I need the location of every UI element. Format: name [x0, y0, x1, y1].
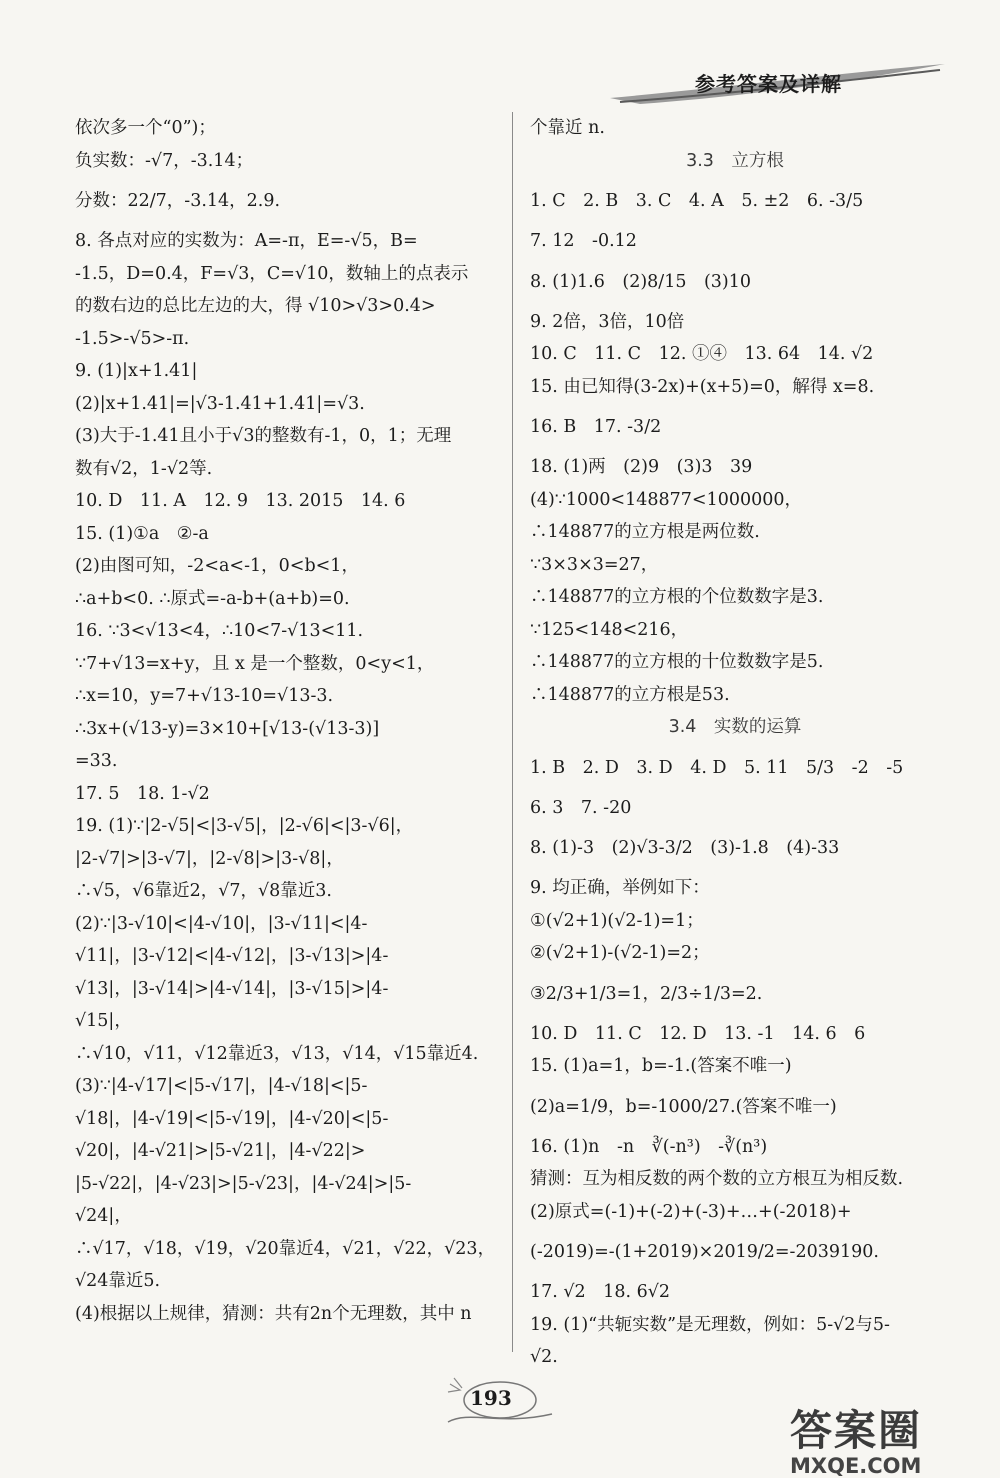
right-column	[530, 112, 940, 1374]
answer-line: √24|，	[75, 1206, 132, 1226]
answer-line: -1.5>-√5>-π.	[75, 328, 190, 349]
answer-line: 的数右边的总比左边的大，得 √10>√3>0.4>	[75, 296, 436, 316]
answer-line: 19. (1)∵|2-√5|<|3-√5|，|2-√6|<|3-√6|，	[75, 816, 414, 836]
answer-line: 1. C 2. B 3. C 4. A 5. ±2 6. -3/5	[530, 191, 864, 211]
answer-line: 15. (1)①a ②-a	[75, 523, 209, 544]
answer-line: √2.	[530, 1347, 558, 1367]
answer-line: |2-√7|>|3-√7|，|2-√8|>|3-√8|，	[75, 848, 344, 869]
answer-line: √24靠近5.	[75, 1271, 161, 1291]
answer-line: √11|，|3-√12|<|4-√12|，|3-√13|>|4-	[75, 946, 389, 966]
answer-line: (4)∵1000<148877<1000000，	[530, 489, 803, 510]
answer-line: 猜测：互为相反数的两个数的立方根互为相反数.	[530, 1169, 904, 1189]
answer-line: ∴a+b<0. ∴原式=-a-b+(a+b)=0.	[75, 588, 350, 609]
answer-line: ①(√2+1)(√2-1)=1；	[530, 910, 704, 931]
answer-line: 数有√2，1-√2等.	[75, 458, 213, 479]
answer-line: √20|，|4-√21|>|5-√21|，|4-√22|>	[75, 1141, 366, 1161]
answer-line: 9. 均正确，举例如下：	[530, 878, 710, 898]
answer-line: =33.	[75, 751, 118, 771]
answer-line: ∴148877的立方根是53.	[530, 684, 730, 705]
watermark-logo: 答案圈	[790, 1406, 923, 1455]
answer-line: |5-√22|，|4-√23|>|5-√23|，|4-√24|>|5-	[75, 1173, 412, 1194]
answer-line: 7. 12 -0.12	[530, 231, 637, 251]
page-header	[600, 58, 950, 108]
answer-line: (2)由图可知，-2<a<-1，0<b<1，	[75, 556, 359, 576]
answer-line: ∴148877的立方根是两位数.	[530, 522, 760, 542]
answer-line: √15|，	[75, 1011, 132, 1031]
answer-line: ∵125<148<216，	[530, 619, 689, 640]
answer-line: (3)∵|4-√17|<|5-√17|，|4-√18|<|5-	[75, 1076, 368, 1096]
answer-line: 16. B 17. -3/2	[530, 417, 662, 437]
page-footer	[440, 1370, 560, 1430]
answer-line: ②(√2+1)-(√2-1)=2；	[530, 943, 710, 963]
answer-line: (2)a=1/9，b=-1000/27.(答案不唯一)	[530, 1096, 837, 1117]
watermark-site: MXQE.COM	[790, 1454, 922, 1478]
answer-line: (-2019)=-(1+2019)×2019/2=-2039190.	[530, 1242, 879, 1262]
answer-line: ∴√10，√11，√12靠近3，√13，√14，√15靠近4.	[75, 1043, 479, 1064]
answer-line: 负实数：-√7，-3.14；	[75, 150, 254, 171]
answer-line: √13|，|3-√14|>|4-√14|，|3-√15|>|4-	[75, 978, 389, 999]
answer-line: 8. (1)-3 (2)√3-3/2 (3)-1.8 (4)-33	[530, 838, 840, 858]
answer-line: (3)大于-1.41且小于√3的整数有-1，0，1；无理	[75, 426, 452, 446]
answer-line: 17. √2 18. 6√2	[530, 1282, 670, 1302]
header-title: 参考答案及详解	[695, 72, 842, 96]
answer-line: 18. (1)两 (2)9 (3)3 39	[530, 457, 753, 477]
answer-line: 17. 5 18. 1-√2	[75, 783, 210, 804]
answer-line: 16. (1)n -n ∛(-n³) -∛(n³)	[530, 1136, 768, 1157]
answer-line: 1. B 2. D 3. D 4. D 5. 11 5/3 -2 -5	[530, 757, 904, 778]
answer-line: 9. (1)|x+1.41|	[75, 361, 198, 381]
answer-line: ∴x=10，y=7+√13-10=√13-3.	[75, 686, 334, 706]
watermark	[790, 1398, 922, 1478]
answer-line: 15. 由已知得(3-2x)+(x+5)=0，解得 x=8.	[530, 376, 875, 397]
answer-line: ∴√5，√6靠近2，√7，√8靠近3.	[75, 881, 332, 901]
answer-line: (2)∵|3-√10|<|4-√10|，|3-√11|<|4-	[75, 913, 368, 934]
answer-line: 依次多一个“0”)；	[75, 118, 216, 138]
answer-line: ∴√17，√18，√19，√20靠近4，√21，√22，√23，	[75, 1238, 496, 1259]
answer-line: 10. C 11. C 12. ①④ 13. 64 14. √2	[530, 344, 874, 364]
answer-line: 分数：22/7，-3.14，2.9.	[75, 191, 281, 211]
answer-line: ∵7+√13=x+y，且 x 是一个整数，0<y<1，	[75, 653, 435, 674]
answer-line: 个靠近 n.	[530, 118, 605, 138]
left-column	[75, 112, 495, 1330]
answer-line: (4)根据以上规律，猜测：共有2n个无理数，其中 n	[75, 1303, 472, 1324]
answer-line: 19. (1)“共轭实数”是无理数，例如：5-√2与5-	[530, 1314, 890, 1335]
answer-line: ∴148877的立方根的个位数数字是3.	[530, 587, 824, 607]
answer-line: ∴3x+(√13-y)=3×10+[√13-(√13-3)]	[75, 718, 380, 739]
answer-line: 6. 3 7. -20	[530, 797, 632, 818]
answer-line: ③2/3+1/3=1，2/3÷1/3=2.	[530, 983, 763, 1004]
page-number: 193	[470, 1386, 512, 1410]
answer-line: (2)原式=(-1)+(-2)+(-3)+…+(-2018)+	[530, 1201, 852, 1222]
answer-line: ∴148877的立方根的十位数数字是5.	[530, 652, 824, 672]
answer-line: 10. D 11. A 12. 9 13. 2015 14. 6	[75, 491, 406, 511]
answer-line: 15. (1)a=1，b=-1.(答案不唯一)	[530, 1056, 792, 1076]
answer-line: 8. (1)1.6 (2)8/15 (3)10	[530, 271, 752, 292]
answer-line: 16. ∵3<√13<4，∴10<7-√13<11.	[75, 621, 364, 641]
section-heading: 3.4 实数的运算	[668, 717, 802, 737]
answer-line: 9. 2倍，3倍，10倍	[530, 311, 685, 332]
answer-line: -1.5，D=0.4，F=√3，C=√10，数轴上的点表示	[75, 263, 469, 284]
answer-line: ∵3×3×3=27，	[530, 554, 659, 575]
answer-line: (2)|x+1.41|=|√3-1.41+1.41|=√3.	[75, 393, 365, 414]
answer-line: √18|，|4-√19|<|5-√19|，|4-√20|<|5-	[75, 1108, 389, 1129]
answer-line: 10. D 11. C 12. D 13. -1 14. 6 6	[530, 1023, 866, 1044]
section-heading: 3.3 立方根	[686, 150, 784, 171]
answer-line: 8. 各点对应的实数为：A=-π，E=-√5，B=	[75, 231, 418, 251]
column-divider	[512, 112, 513, 1352]
